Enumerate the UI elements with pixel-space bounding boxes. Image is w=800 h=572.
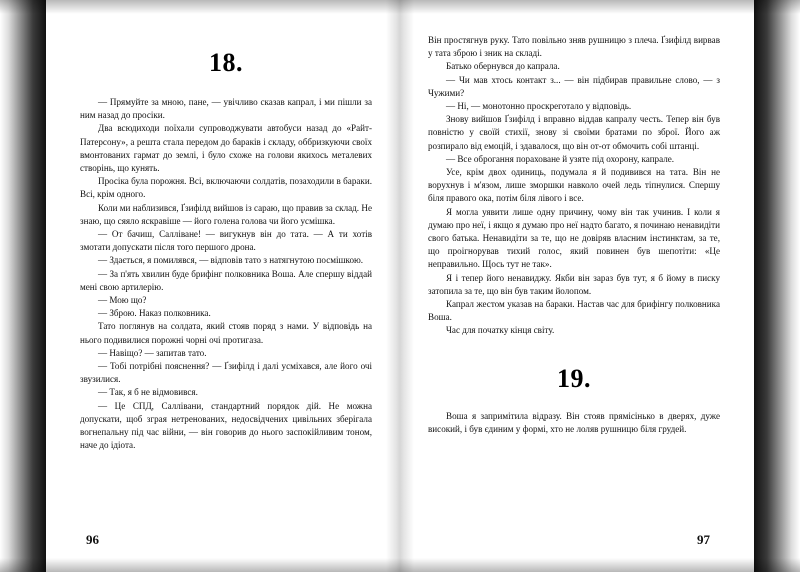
paragraph: Воша я запримітила відразу. Він стояв прямісінько в дверях, дуже високий, і був єдиним у формі, хто не лоляв рушницю біля грудей. (428, 410, 720, 434)
right-page (400, 0, 754, 572)
book-right-edge (754, 0, 800, 572)
paragraph: Просіка була порожня. Всі, включаючи солдатів, позаходили в бараки. Всі, крім одного. (80, 176, 372, 200)
paragraph: — Навіщо? — запитав тато. (98, 347, 207, 358)
paragraph: — За п'ять хвилин буде брифінг полковника Воша. Але спершу віддай мені свою артилерію. (80, 268, 372, 292)
paragraph: — От бачиш, Салліване! — вигукнув він до тата. — А ти хотів змотати допускати після того першого дрона. (80, 229, 372, 253)
left-page-body (80, 96, 372, 452)
paragraph: — Так, я б не відмовився. (98, 387, 198, 398)
paragraph: Знову вийшов Ґзифілд і вправно віддав капралу честь. Тепер він був повністю у своїй стихії, знову зі своїми братами по зброї. Його аж розпирало від емоцій, і здавалося, що він от-от обмочить собі штанці. (428, 114, 720, 151)
paragraph: — Все оброгання пораховане й узяте під охорону, капрале. (446, 153, 675, 164)
paragraph: — Прямуйте за мною, пане, — увічливо сказав капрал, і ми пішли за ним назад до просіки. (80, 97, 372, 121)
bottom-shadow (0, 558, 800, 572)
paragraph: — Зброю. Наказ полковника. (98, 308, 211, 319)
page-number-left: 96 (86, 532, 99, 547)
paragraph: — Мою що? (98, 295, 147, 306)
paragraph: — Ні, — монотонно проскреготало у відповідь. (446, 101, 632, 112)
paragraph: Я і тепер його ненавиджу. Якби він зараз був тут, я б йому в писку затопила за те, що він був таким йолопом. (428, 272, 720, 296)
chapter-number-left: 18. (209, 48, 243, 77)
paragraph: Коли ми наблизився, Ґзифілд вийшов із сараю, що правив за склад. Не знаю, що сяяло яскравіше — його голена голова чи його усмішка. (80, 202, 372, 226)
right-page-body-top (428, 34, 720, 338)
page-number-right: 97 (697, 532, 710, 547)
paragraph: — Це СПД, Саллівани, стандартний порядок дій. Не можна допускати, щоб зграя нетренованих, недосвідчених цивільних зберігала вогнепальну під час війни, — він говорив до нього заспокійливим тоном, наче до ідіота. (80, 400, 372, 451)
book-left-edge (0, 0, 46, 572)
paragraph: — Чи мав хтось контакт з... — він підбирав правильне слово, — з Чужими? (428, 74, 720, 98)
paragraph: — Тобі потрібні пояснення? — Ґзифілд і далі усміхався, але його очі звузилися. (80, 361, 372, 385)
book-gutter-shadow (386, 0, 414, 572)
paragraph: Він простягнув руку. Тато повільно зняв рушницю з плеча. Ґзифілд вирвав у тата зброю і зник на складі. (428, 35, 720, 59)
left-page (46, 0, 400, 572)
paragraph: Усе, крім двох одиниць, подумала я й подивився на тата. Він не ворухнув і м'язом, лише зморшки навколо очей ледь тіпнулися. Спершу біля правого ока, потім біля лівого і все. (428, 167, 720, 204)
paragraph: Тато поглянув на солдата, який стояв поряд з нами. У відповідь на нього подивилися порожні чорні очі протигаза. (80, 321, 372, 345)
paragraph: Час для початку кінця світу. (446, 325, 555, 336)
paragraph: Батько обернувся до капрала. (446, 61, 560, 72)
right-page-body-bottom (428, 410, 720, 436)
paragraph: Два всюдиходи поїхали супроводжувати автобуси назад до «Райт-Патерсону», а решта стала передом до бараків і складу, оббризкуючи своїх вмонтованих гармат до землі, і було схоже на голови якихось металевих створінь, що кунять. (80, 123, 372, 174)
chapter-number-right: 19. (557, 363, 591, 393)
paragraph: Капрал жестом указав на бараки. Настав час для брифінгу полковника Воша. (428, 299, 720, 323)
paragraph: Я могла уявити лише одну причину, чому він так учинив. І коли я думаю про неї, і якщо я думаю про неї надто багато, я починаю ненавидіти свого батька. Ненавидіти за те, що не довіряв власним інстинктам, за те, що проігнорував тихий голос, який повинен був шепотіти: «Це неправильно. Щось тут не так». (428, 206, 720, 270)
top-shadow (0, 0, 800, 14)
paragraph: — Здається, я помилявся, — відповів тато з натягнутою посмішкою. (98, 255, 364, 266)
